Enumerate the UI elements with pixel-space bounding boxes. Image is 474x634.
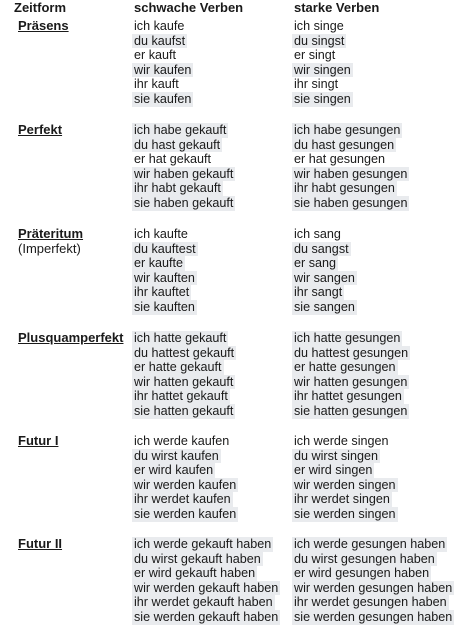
weak-forms <box>134 19 193 107</box>
weak-form: du wirst gekauft haben <box>134 551 261 566</box>
tense-label <box>18 227 83 256</box>
weak-form: wir werden kaufen <box>134 477 237 492</box>
tense-name: Futur II <box>18 536 63 551</box>
strong-form: du hattest gesungen <box>294 345 409 360</box>
weak-form: sie haben gekauft <box>134 195 234 210</box>
weak-form: sie hatten gekauft <box>134 403 234 418</box>
weak-form: er kaufte <box>134 256 184 271</box>
strong-form: er singt <box>294 48 336 63</box>
tense-label <box>18 19 69 34</box>
weak-form: er hat gekauft <box>134 152 212 167</box>
strong-forms <box>294 123 409 211</box>
strong-form: ihr werdet singen <box>294 492 390 507</box>
strong-form: du wirst gesungen haben <box>294 551 435 566</box>
weak-form: ihr kauftet <box>134 285 190 300</box>
strong-forms <box>294 331 410 419</box>
tense-label <box>18 123 62 138</box>
strong-form: wir hatten gesungen <box>294 374 408 389</box>
strong-forms <box>294 19 353 107</box>
weak-form: ich habe gekauft <box>134 123 227 137</box>
weak-form: sie werden gekauft haben <box>134 609 279 624</box>
weak-form: wir kaufen <box>134 62 192 77</box>
header-weak-verbs: schwache Verben <box>134 0 244 15</box>
strong-form: sie werden gesungen haben <box>294 609 453 624</box>
header-strong-verbs: starke Verben <box>294 0 380 15</box>
strong-form: er hat gesungen <box>294 152 386 167</box>
weak-form: sie werden kaufen <box>134 506 237 521</box>
weak-form: ihr werdet gekauft haben <box>134 595 273 610</box>
strong-form: ich sang <box>294 227 341 241</box>
weak-form: ich kaufe <box>134 19 185 33</box>
strong-forms <box>294 434 398 522</box>
weak-form: ihr hattet gekauft <box>134 389 228 404</box>
strong-form: du sangst <box>294 241 349 256</box>
strong-form: ich habe gesungen <box>294 123 401 137</box>
strong-form: sie sangen <box>294 299 355 314</box>
weak-forms <box>134 434 238 522</box>
strong-form: wir werden gesungen haben <box>294 580 453 595</box>
strong-form: er hatte gesungen <box>294 360 396 375</box>
header-tense: Zeitform <box>14 0 66 15</box>
weak-form: wir werden gekauft haben <box>134 580 279 595</box>
strong-form: wir werden singen <box>294 477 396 492</box>
weak-form: ihr werdet kaufen <box>134 492 231 507</box>
strong-form: sie hatten gesungen <box>294 403 408 418</box>
weak-form: wir haben gekauft <box>134 166 234 181</box>
tense-name: Präsens <box>18 18 69 33</box>
weak-form: du hattest gekauft <box>134 345 235 360</box>
weak-form: sie kaufen <box>134 91 192 106</box>
weak-form: er wird kaufen <box>134 463 214 478</box>
weak-form: du hast gekauft <box>134 137 221 152</box>
weak-form: ich kaufte <box>134 227 188 241</box>
weak-form: ihr kauft <box>134 77 179 92</box>
strong-form: ich werde singen <box>294 434 389 448</box>
weak-form: du kauftest <box>134 241 196 256</box>
strong-form: wir haben gesungen <box>294 166 408 181</box>
tense-subtitle: (Imperfekt) <box>18 240 81 256</box>
strong-form: er wird gesungen haben <box>294 566 430 581</box>
weak-forms <box>134 537 280 625</box>
weak-form: er kauft <box>134 48 176 63</box>
table-header <box>0 0 474 18</box>
weak-form: ihr habt gekauft <box>134 181 221 196</box>
strong-form: ihr singt <box>294 77 339 92</box>
weak-form: wir hatten gekauft <box>134 374 234 389</box>
tense-label <box>18 537 62 552</box>
weak-form: du kaufst <box>134 33 186 48</box>
strong-form: sie singen <box>294 91 351 106</box>
weak-forms <box>134 227 198 315</box>
tense-name: Futur I <box>18 433 59 448</box>
weak-forms <box>134 123 235 211</box>
strong-form: sie werden singen <box>294 506 396 521</box>
strong-form: du wirst singen <box>294 448 378 463</box>
strong-form: sie haben gesungen <box>294 195 408 210</box>
strong-forms <box>294 537 454 625</box>
tense-label <box>18 434 58 449</box>
weak-form: du wirst kaufen <box>134 448 219 463</box>
strong-form: ihr hattet gesungen <box>294 389 402 404</box>
strong-form: ihr sangt <box>294 285 343 300</box>
strong-form: ihr werdet gesungen haben <box>294 595 447 610</box>
weak-form: sie kauften <box>134 299 195 314</box>
strong-form: ich hatte gesungen <box>294 331 401 345</box>
tense-name: Perfekt <box>18 122 63 137</box>
strong-form: er wird singen <box>294 463 373 478</box>
weak-form: ich hatte gekauft <box>134 331 227 345</box>
tense-name: Plusquamperfekt <box>18 330 124 345</box>
strong-form: du singst <box>294 33 345 48</box>
tense-label <box>18 331 123 346</box>
strong-form: wir singen <box>294 62 351 77</box>
tense-name: Präteritum <box>18 226 84 241</box>
strong-form: ihr habt gesungen <box>294 181 395 196</box>
weak-form: wir kauften <box>134 270 195 285</box>
strong-form: ich werde gesungen haben <box>294 537 446 551</box>
strong-form: wir sangen <box>294 270 355 285</box>
strong-forms <box>294 227 357 315</box>
weak-form: ich werde gekauft haben <box>134 537 272 551</box>
weak-form: er hatte gekauft <box>134 360 222 375</box>
weak-forms <box>134 331 236 419</box>
weak-form: ich werde kaufen <box>134 434 230 448</box>
strong-form: du hast gesungen <box>294 137 395 152</box>
weak-form: er wird gekauft haben <box>134 566 256 581</box>
strong-form: er sang <box>294 256 337 271</box>
strong-form: ich singe <box>294 19 344 33</box>
